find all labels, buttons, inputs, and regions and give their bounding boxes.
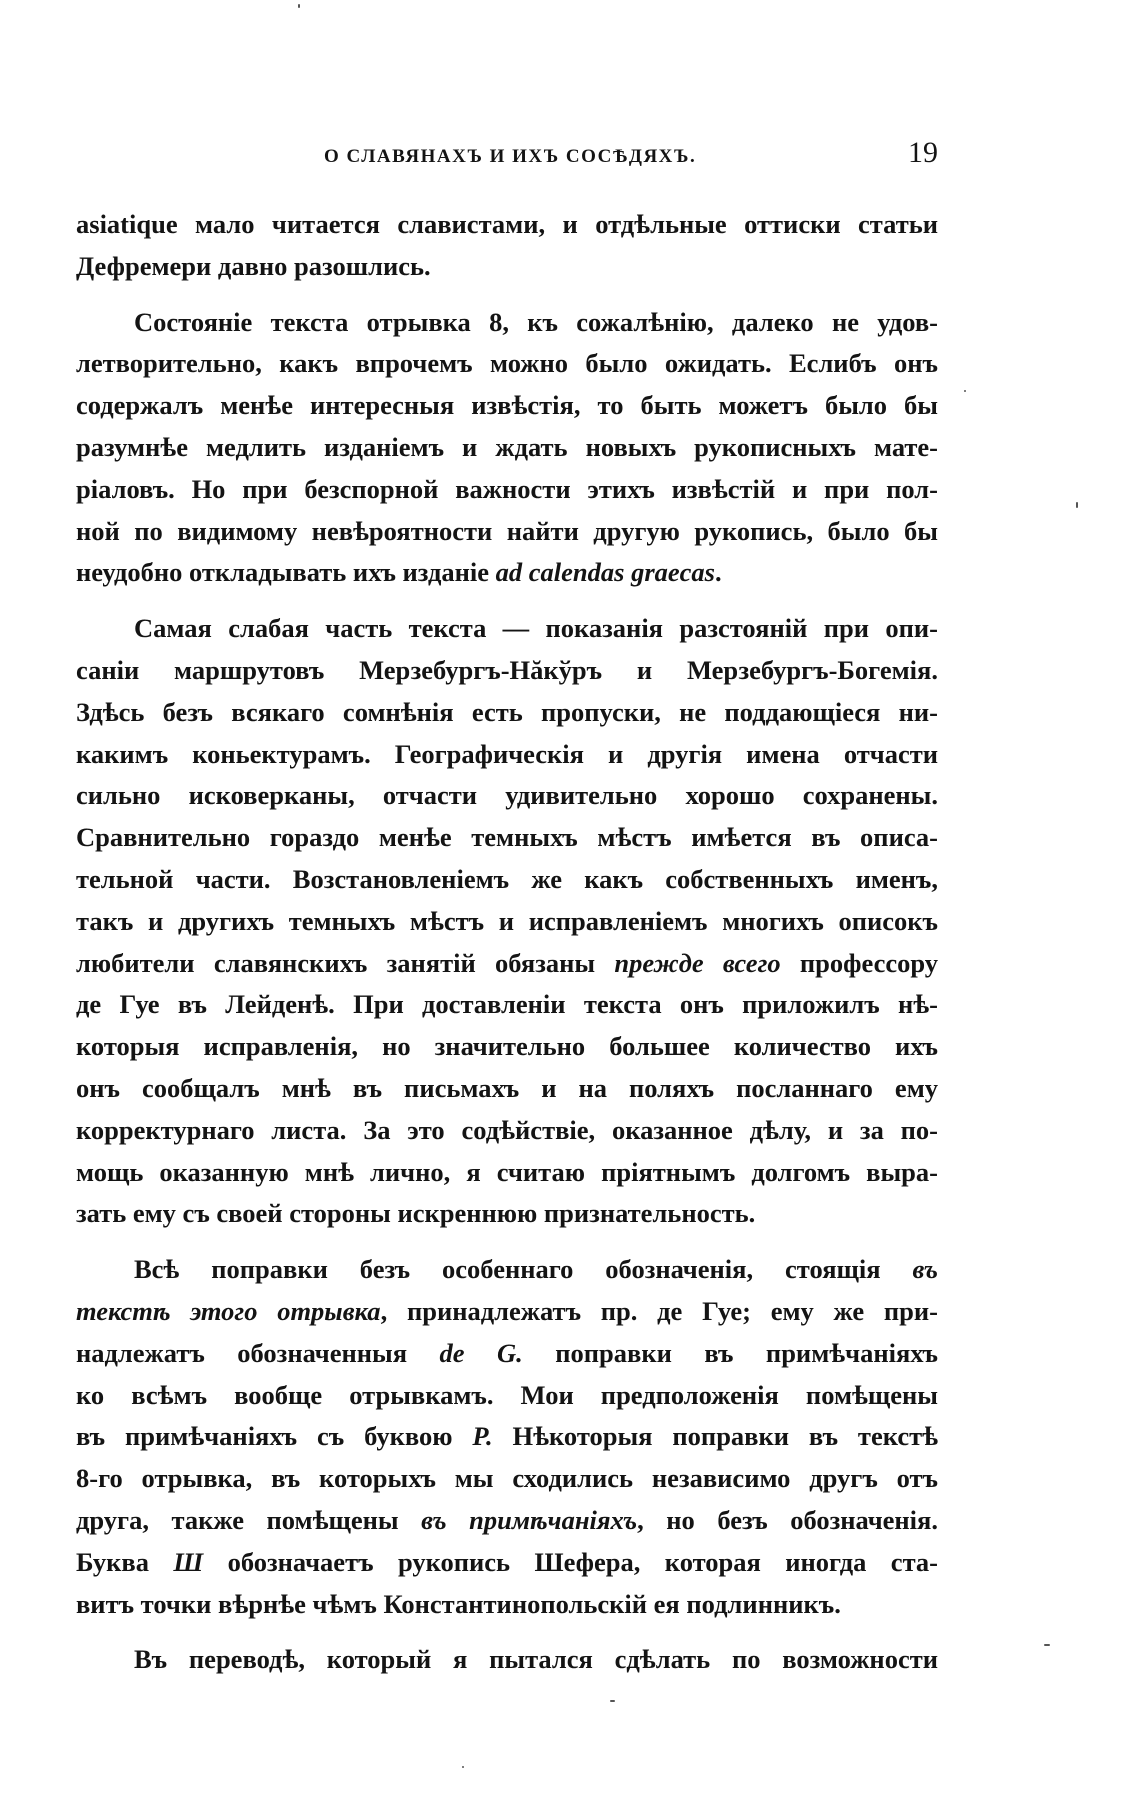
- scan-speck: [1044, 1644, 1050, 1646]
- text-line: сильно исковерканы, отчасти удивительно хорошо сохранены.: [76, 780, 938, 811]
- text-line: онъ сообщалъ мнѣ въ письмахъ и на поляхъ посланнаго ему: [76, 1072, 938, 1103]
- text-line: мощь оказанную мнѣ лично, я считаю пріятнымъ долгомъ выра-: [76, 1156, 938, 1187]
- paragraph-3: [76, 608, 938, 1235]
- text-line: ко всѣмъ вообще отрывкамъ. Мои предположенія помѣщены: [76, 1379, 938, 1410]
- text-line: текстѣ этого отрывка, принадлежатъ пр. де Гуе; ему же при-: [76, 1295, 938, 1326]
- paragraph-2: [76, 302, 938, 595]
- text-line: ной по видимому невѣроятности найти другую рукопись, было бы: [76, 515, 938, 546]
- paragraph-5: [76, 1639, 938, 1681]
- text-line: корректурнаго листа. За это содѣйствіе, оказанное дѣлу, и за по-: [76, 1114, 938, 1145]
- page-number: 19: [908, 136, 938, 169]
- text-line: ріаловъ. Но при безспорной важности этихъ извѣстій и при пол-: [76, 473, 938, 504]
- paragraph-4: [76, 1249, 938, 1625]
- text-line: саніи маршрутовъ Мерзебургъ-Нăкўръ и Мерзебургъ-Богемія.: [76, 654, 938, 685]
- text-line: Здѣсь безъ всякаго сомнѣнія есть пропуски, не поддающіеся ни-: [76, 696, 938, 727]
- scan-speck: [964, 390, 966, 392]
- text-line: зать ему съ своей стороны искреннюю признательность.: [76, 1198, 756, 1229]
- body-text: [76, 204, 938, 1681]
- scan-speck: [1076, 502, 1078, 508]
- running-head: [76, 136, 938, 176]
- scan-speck: [610, 1700, 615, 1702]
- text-line: Въ переводѣ, который я пытался сдѣлать по возможности: [134, 1644, 938, 1675]
- text-line: Буква Ш обозначаетъ рукопись Шефера, которая иногда ста-: [76, 1546, 938, 1577]
- paragraph-1: [76, 204, 938, 288]
- text-line: Дефремери давно разошлись.: [76, 250, 431, 281]
- text-line: друга, также помѣщены въ примѣчаніяхъ, но безъ обозначенія.: [76, 1504, 939, 1535]
- text-line: тельной части. Возстановленіемъ же какъ собственныхъ именъ,: [76, 863, 938, 894]
- text-line: содержалъ менѣе интересныя извѣстія, то быть можетъ было бы: [76, 390, 938, 421]
- text-line: надлежатъ обозначенныя de G. поправки въ примѣчаніяхъ: [76, 1337, 939, 1368]
- text-line: разумнѣе медлить изданіемъ и ждать новыхъ рукописныхъ мате-: [76, 431, 938, 462]
- scan-speck: [298, 4, 300, 8]
- text-line: Сравнительно гораздо менѣе темныхъ мѣстъ имѣется въ описа-: [76, 822, 938, 853]
- text-line: въ примѣчаніяхъ съ буквою Р. Нѣкоторыя поправки въ текстѣ: [76, 1421, 938, 1452]
- running-title: О СЛАВЯНАХЪ И ИХЪ СОСѢДЯХЪ.: [324, 146, 697, 167]
- text-line: летворительно, какъ впрочемъ можно было ожидать. Еслибъ онъ: [76, 348, 938, 379]
- text-line: которыя исправленія, но значительно большее количество ихъ: [76, 1031, 938, 1062]
- text-line: неудобно откладывать ихъ изданіе ad calendas graecas.: [76, 557, 722, 588]
- text-line: Состояніе текста отрывка 8, къ сожалѣнію, далеко не удов-: [134, 306, 938, 337]
- scan-speck: [462, 1766, 464, 1768]
- text-line: asiatique мало читается славистами, и отдѣльные оттиски статьи: [76, 209, 938, 239]
- text-line: какимъ коньектурамъ. Географическія и другія имена отчасти: [76, 738, 938, 769]
- text-line: Всѣ поправки безъ особеннаго обозначенія, стоящія въ: [134, 1254, 938, 1285]
- text-line: 8-го отрывка, въ которыхъ мы сходились независимо другъ отъ: [76, 1463, 938, 1494]
- text-line: любители славянскихъ занятій обязаны прежде всего профессору: [76, 947, 938, 978]
- text-line: де Гуе въ Лейденѣ. При доставленіи текста онъ приложилъ нѣ-: [76, 989, 938, 1020]
- text-line: витъ точки вѣрнѣе чѣмъ Константинопольскій ея подлинникъ.: [76, 1588, 841, 1619]
- text-line: Самая слабая часть текста — показанія разстояній при опи-: [134, 613, 938, 644]
- text-line: такъ и другихъ темныхъ мѣстъ и исправленіемъ многихъ описокъ: [76, 905, 938, 936]
